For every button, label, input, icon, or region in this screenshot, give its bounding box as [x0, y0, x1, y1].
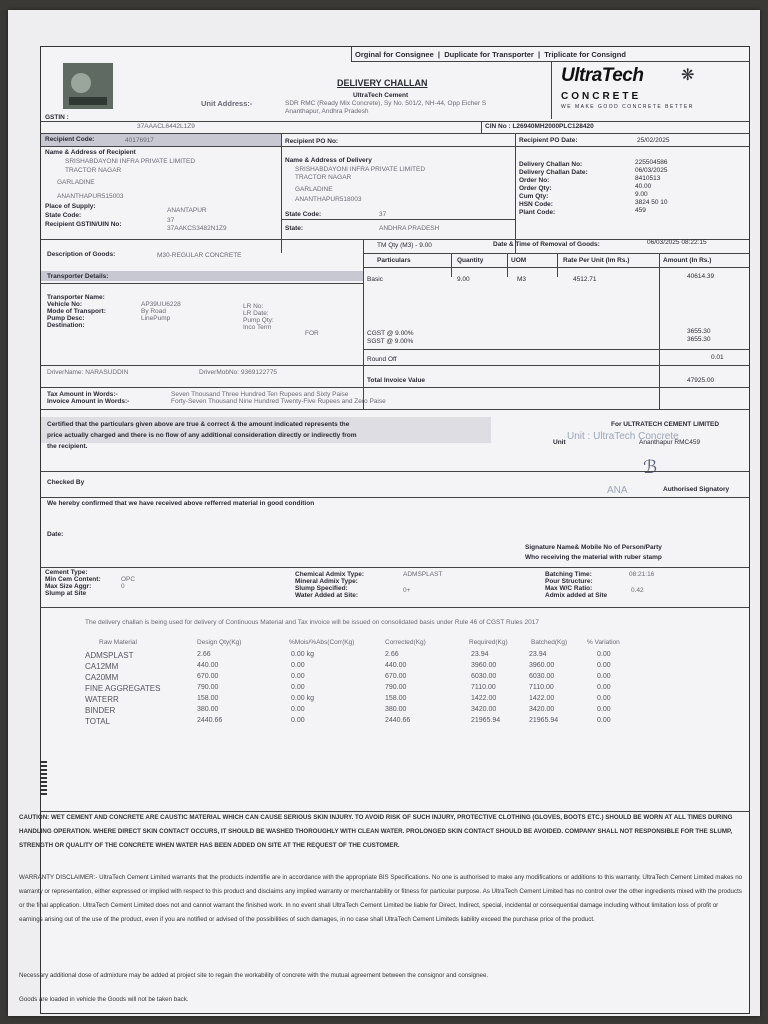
mix-left-labels [45, 569, 101, 597]
mix-mid-labels [295, 571, 364, 599]
max-size-label: Max Size Aggr: [45, 583, 92, 590]
min-cem-value: OPC [121, 576, 136, 583]
batch-cell-corrected: 790.00 [385, 684, 407, 691]
batch-cell-variation: 0.00 [597, 673, 611, 680]
delivery-line-3: GARLADINE [295, 186, 333, 193]
chem-admix-label: Chemical Admix Type: [295, 571, 364, 578]
recipient-code-label: Recipient Code: [45, 136, 95, 143]
order-qty-label: Order Qty: [519, 185, 552, 192]
batch-cell-design-qty: 2.66 [197, 651, 211, 658]
recipient-po-date-label: Recipient PO Date: [519, 137, 578, 144]
delivery-line-4: ANANTHAPUR518003 [295, 196, 362, 203]
batch-cell-corrected: 2.66 [385, 651, 399, 658]
recipient-name-label: Name & Address of Recipient [45, 149, 136, 156]
vehicle-no-label: Vehicle No: [47, 301, 83, 308]
batch-cell-mois-corr: 0.00 [291, 662, 305, 669]
certification-line-3: the recipient. [47, 443, 88, 450]
batch-cell-raw-material: ADMSPLAST [85, 651, 134, 660]
batch-cell-mois-corr: 0.00 kg [291, 695, 314, 702]
batch-col-batched: Batched(Kg) [531, 639, 568, 646]
recipient-name-line-2: TRACTOR NAGAR [65, 167, 122, 174]
checked-by: Checked By [47, 479, 85, 486]
pump-qty-label: Pump Qty: [243, 317, 274, 324]
receiver-signature-line-2: Who receiving the material with ruber stamp [525, 554, 662, 561]
place-of-supply-value: ANANTAPUR [167, 207, 207, 214]
certification-line-2: price actually charged and there is no flow of any additional consideration directly or indirectly from [47, 432, 357, 439]
min-cem-label: Min Cem Content: [45, 576, 101, 583]
gstin-label: GSTIN : [45, 114, 69, 121]
batch-col-corrected: Corrected(Kg) [385, 639, 426, 646]
batch-cell-batched: 7110.00 [529, 684, 554, 691]
total-invoice-value: 47925.00 [687, 377, 715, 384]
hsn-code-value: 3824 50 10 [635, 199, 668, 206]
batch-cell-batched: 23.94 [529, 651, 547, 658]
certification-line-1: Certified that the particulars given above are true & correct & the amount indicated represents the [47, 421, 350, 428]
lr-no-label: LR No: [243, 303, 264, 310]
unit-address-line-1: SDR RMC (Ready Mix Concrete), Sy No. 501/2, NH-44, Opp Eicher S [285, 100, 487, 107]
round-off-label: Round Off [367, 356, 397, 363]
logo-image-icon [63, 63, 113, 109]
invoice-words-label: Invoice Amount in Words:- [47, 398, 130, 405]
batch-cell-design-qty: 790.00 [197, 684, 219, 691]
unit-name: UltraTech Cement [353, 92, 409, 99]
for-company: For ULTRATECH CEMENT LIMITED [611, 421, 720, 428]
batch-cell-raw-material: CA12MM [85, 662, 119, 671]
document-title: DELIVERY CHALLAN [337, 78, 428, 88]
batch-col-variation: % Variation [587, 639, 620, 646]
col-rate: Rate Per Unit (Im Rs.) [563, 257, 630, 264]
delivery-state-label: State: [285, 225, 304, 232]
delivery-line-2: TRACTOR NAGAR [295, 174, 352, 181]
authorised-signatory: Authorised Signatory [663, 486, 730, 493]
delivery-state-code-label: State Code: [285, 211, 322, 218]
max-wc-value: 0.42 [631, 587, 644, 594]
batch-cell-batched: 21965.94 [529, 717, 559, 724]
batch-cell-variation: 0.00 [597, 695, 611, 702]
batch-col-mois: %Mois/%Abs(Corr(Kg) [289, 639, 355, 646]
receiver-signature-line-1: Signature Name& Mobile No of Person/Party [525, 544, 662, 551]
water-added-label: Water Added at Site: [295, 592, 359, 599]
basic-rate: 4512.71 [573, 276, 597, 283]
recipient-po-no-label: Recipient PO No: [285, 138, 339, 145]
challan-no-value: 225504586 [635, 159, 668, 166]
transport-values [141, 301, 181, 322]
batching-time-value: 08:21:16 [629, 571, 655, 578]
batch-cell-corrected: 440.00 [385, 662, 407, 669]
tax-words-label: Tax Amount in Words:- [47, 391, 118, 398]
col-amount: Amount (In Rs.) [663, 257, 712, 264]
slump-specified-label: Slump Specified: [295, 585, 348, 592]
batch-cell-raw-material: FINE AGGREGATES [85, 684, 161, 693]
mode-of-transport-value: By Road [141, 308, 166, 315]
batch-cell-mois-corr: 0.00 [291, 673, 305, 680]
batch-cell-required: 3960.00 [471, 662, 497, 669]
batch-cell-corrected: 670.00 [385, 673, 407, 680]
pour-structure-label: Pour Structure: [545, 578, 593, 585]
cgst-label: CGST @ 9.00% [367, 330, 414, 337]
batch-cell-raw-material: TOTAL [85, 717, 111, 726]
batch-cell-design-qty: 2440.66 [197, 717, 223, 724]
goods-return-note: Goods are loaded in vehicle the Goods will not be taken back. [19, 996, 189, 1003]
max-wc-label: Max W/C Ratio: [545, 585, 593, 592]
destination-label: Destination: [47, 322, 85, 329]
mineral-admix-label: Mineral Admix Type: [295, 578, 358, 585]
recipient-name-line-3: GARLADINE [57, 179, 95, 186]
gst-values [687, 328, 711, 344]
batch-cell-variation: 0.00 [597, 651, 611, 658]
inco-term-label: Inco Term [243, 324, 272, 331]
order-no-label: Order No: [519, 177, 550, 184]
slump-site-label: Slump at Site [45, 590, 87, 597]
plant-code-label: Plant Code: [519, 209, 556, 216]
unit-value: Ananthapur RMC459 [639, 439, 701, 446]
copy-duplicate: Duplicate for Transporter [444, 50, 534, 59]
signature-mark-icon: ℬ [643, 457, 658, 477]
unit-address-line-2: Ananthapur, Andhra Pradesh [285, 108, 369, 115]
batch-cell-design-qty: 670.00 [197, 673, 219, 680]
goods-description-label: Description of Goods: [47, 251, 116, 258]
batch-cell-mois-corr: 0.00 [291, 717, 305, 724]
batch-cell-variation: 0.00 [597, 717, 611, 724]
transporter-name-label: Transporter Name: [47, 294, 105, 301]
col-particulars: Particulars [377, 257, 411, 264]
recipient-name-line-4: ANANTHAPUR515003 [57, 193, 124, 200]
batch-cell-design-qty: 158.00 [197, 695, 219, 702]
brand-tagline: WE MAKE GOOD CONCRETE BETTER [561, 104, 694, 110]
challan-no-label: Delivery Challan No: [519, 161, 583, 168]
state-code-label: State Code: [45, 212, 82, 219]
challan-date-label: Delivery Challan Date: [519, 169, 588, 176]
batch-col-raw-material: Raw Material [99, 639, 137, 646]
batch-cell-variation: 0.00 [597, 684, 611, 691]
order-qty-value: 40.00 [635, 183, 652, 190]
copy-original: Orginal for Consignee [355, 50, 434, 59]
batch-cell-required: 7110.00 [471, 684, 496, 691]
goods-description-value: M30-REGULAR CONCRETE [157, 252, 242, 259]
brand-subtitle: CONCRETE [561, 91, 642, 102]
batch-cell-corrected: 2440.66 [385, 717, 411, 724]
cement-type-label: Cement Type: [45, 569, 88, 576]
company-stamp: Unit : UltraTech Concrete [567, 431, 679, 442]
chem-admix-value: ADMSPLAST [403, 571, 443, 578]
order-no-value: 8410513 [635, 175, 661, 182]
batch-cell-required: 1422.00 [471, 695, 497, 702]
batch-cell-batched: 3960.00 [529, 662, 555, 669]
brand-mark-icon: ❋ [681, 67, 695, 84]
unit-address-label: Unit Address:- [201, 99, 253, 108]
delivery-line-1: SRISHABDAYONI INFRA PRIVATE LIMITED [295, 166, 426, 173]
batch-cell-batched: 1422.00 [529, 695, 555, 702]
state-code-value: 37 [167, 217, 175, 224]
delivery-challan-document [19, 46, 750, 1014]
batch-cell-design-qty: 380.00 [197, 706, 219, 713]
receiver-signature-note [525, 543, 662, 563]
delivery-state-value: ANDHRA PRADESH [379, 225, 440, 232]
vehicle-no-value: AP39UU6228 [141, 301, 181, 308]
max-size-value: 0 [121, 583, 125, 590]
delivery-address-label: Name & Address of Delivery [285, 157, 372, 164]
admix-site-label: Admix added at Site [545, 592, 608, 599]
paper-sheet [8, 10, 760, 1016]
recipient-gstin-label: Recipient GSTIN/UIN No: [45, 221, 122, 228]
basic-uom: M3 [517, 276, 527, 283]
transport-labels [47, 294, 106, 329]
lr-date-label: LR Date: [243, 310, 269, 317]
batch-col-design-qty: Design Qty(Kg) [197, 639, 242, 646]
batch-cell-required: 23.94 [471, 651, 489, 658]
col-uom: UOM [511, 257, 527, 264]
batching-time-label: Batching Time: [545, 571, 592, 578]
challan-date-value: 06/03/2025 [635, 167, 668, 174]
sgst-label: SGST @ 9.00% [367, 338, 414, 345]
stamp-fragment: ANA [607, 485, 628, 496]
inco-term-value: FOR [305, 330, 319, 337]
company-logo [63, 63, 113, 109]
certification-text [47, 419, 357, 452]
warranty-disclaimer: WARRANTY DISCLAIMER:- UltraTech Cement Limited warrants that the products indentifie are in accordance with the appropriate BIS Specifications. No one is authorised to make any modifications or additions to this warranty. UltraTech Cement Limited makes no warranty or representation, either expressed or implied with respect to this product and disclaims any implied warranty or merchantability or fitness for particular purpose. As UltraTech Cement Limited has no control over the other ingredients mixed with the products or the final application. UltraTech Cement Limited does not and cannot warrant the finished work. In no event shall UltraTech Cement Limited be liable for Direct, Indirect, special, incidental or consequential damage including without limitation loss of profit or earnings arising out of the use of the product, even if you are notified or advised of the possibilities of such damages, in no case shall UltraTech Cement Limiteds liability exceed the purchase price of the product. [19, 874, 743, 923]
removal-date-value: 06/03/2025 08:22:15 [647, 239, 707, 246]
copy-designations: Orginal for Consignee | Duplicate for Transporter | Triplicate for Consignd [355, 50, 626, 59]
admixture-note: Necessary additional dose of admixture may be added at project site to regain the workability of concrete with the mutual agreement between the consignor and consignee. [19, 972, 489, 979]
words-values [171, 391, 386, 405]
recipient-code-value: 40176917 [125, 137, 154, 144]
total-invoice-label: Total Invoice Value [367, 377, 426, 384]
cin-number: CIN No : L26940MH2000PLC128420 [485, 123, 594, 130]
date-label: Date: [47, 531, 64, 538]
words-labels [47, 391, 129, 405]
basic-amount: 40614.39 [687, 273, 715, 280]
batch-cell-required: 6030.00 [471, 673, 497, 680]
challan-values [635, 159, 668, 215]
mix-right-labels [545, 571, 607, 599]
mode-of-transport-label: Mode of Transport: [47, 308, 106, 315]
round-off-value: 0.01 [711, 354, 724, 361]
copy-triplicate: Triplicate for Consignd [544, 50, 626, 59]
batch-cell-batched: 6030.00 [529, 673, 555, 680]
batch-cell-raw-material: BINDER [85, 706, 116, 715]
recipient-po-date-value: 25/02/2025 [637, 137, 670, 144]
barcode-icon [41, 761, 47, 797]
lr-labels [243, 303, 274, 331]
tax-words-value: Seven Thousand Three Hundred Ten Rupees and Sixty Paise [171, 391, 349, 398]
received-confirmation: We hereby confirmed that we have received above refferred material in good condition [47, 500, 315, 507]
sgst-amount: 3655.30 [687, 336, 711, 343]
batch-cell-corrected: 158.00 [385, 695, 407, 702]
batch-cell-raw-material: CA20MM [85, 673, 119, 682]
batch-col-required: Required(Kg) [469, 639, 508, 646]
batch-cell-required: 21965.94 [471, 717, 501, 724]
brand-name: UltraTech [561, 65, 644, 86]
removal-date-label: Date & Time of Removal of Goods: [493, 241, 600, 248]
cum-qty-label: Cum Qty: [519, 193, 549, 200]
batch-cell-mois-corr: 0.00 kg [291, 651, 314, 658]
driver-mobile: DriverMobNo: 9369122775 [199, 369, 278, 376]
transporter-details-label: Transporter Details: [47, 273, 109, 280]
rule-46-note: The delivery challan is being used for delivery of Continuous Material and Tax invoice will be issued on consolidated basis under Rule 46 of CGST Rules 2017 [85, 619, 539, 626]
pump-desc-label: Pump Desc: [47, 315, 85, 322]
plant-code-value: 459 [635, 207, 646, 214]
delivery-state-code-value: 37 [379, 211, 387, 218]
tm-qty: TM Qty (M3) - 9.00 [377, 242, 432, 249]
batch-cell-design-qty: 440.00 [197, 662, 219, 669]
col-quantity: Quantity [457, 257, 484, 264]
batch-cell-raw-material: WATERR [85, 695, 119, 704]
caution-text: CAUTION: WET CEMENT AND CONCRETE ARE CAUSTIC MATERIAL WHICH CAN CAUSE SERIOUS SKIN INJURY. TO AVOID RISK OF SUCH INJURY, PROTECTIVE CLOTHING (GLOVES, BOOTS ETC.) SHOULD BE WORN AT ALL TIMES DURING HANDLING OPERATION. WHERE DIRECT SKIN CONTACT OCCURS, IT SHOULD BE WASHED THOROUGHLY WITH CLEAN WATER. PROLONGED SKIN CONTACT SHOULD BE AVOIDED. COMPANY SHALL NOT RESPONSIBLE FOR THE SLUMP, STRENGTH OR QUALITY OF THE CONCRETE WHEN WATER HAS BEEN ADDED ON SITE AT THE REQUEST OF THE CUSTOMER. [19, 814, 733, 849]
batch-cell-mois-corr: 0.00 [291, 706, 305, 713]
driver-name: DriverName: NARASUDDIN [47, 369, 129, 376]
unit-label: Unit [553, 439, 566, 446]
slump-specified-value: 0+ [403, 587, 411, 594]
invoice-words-value: Forty-Seven Thousand Nine Hundred Twenty-Five Rupees and Zero Paise [171, 398, 386, 405]
pump-desc-value: LinePump [141, 315, 171, 322]
batch-cell-required: 3420.00 [471, 706, 497, 713]
mix-left-values [121, 576, 135, 590]
gst-labels [367, 330, 414, 346]
batch-cell-mois-corr: 0.00 [291, 684, 305, 691]
recipient-name-line-1: SRISHABDAYONI INFRA PRIVATE LIMITED [65, 158, 196, 165]
gstin-value: 37AAACL6442L1Z9 [137, 123, 195, 130]
batch-cell-corrected: 380.00 [385, 706, 407, 713]
batch-cell-variation: 0.00 [597, 706, 611, 713]
cgst-amount: 3655.30 [687, 328, 711, 335]
basic-qty: 9.00 [457, 276, 470, 283]
batch-cell-batched: 3420.00 [529, 706, 555, 713]
batch-cell-variation: 0.00 [597, 662, 611, 669]
basic-label: Basic [367, 276, 383, 283]
challan-labels [519, 161, 588, 217]
cum-qty-value: 9.00 [635, 191, 648, 198]
place-of-supply-label: Place of Supply: [45, 203, 96, 210]
hsn-code-label: HSN Code: [519, 201, 553, 208]
recipient-gstin-value: 37AAKCS3482N1Z9 [167, 225, 227, 232]
